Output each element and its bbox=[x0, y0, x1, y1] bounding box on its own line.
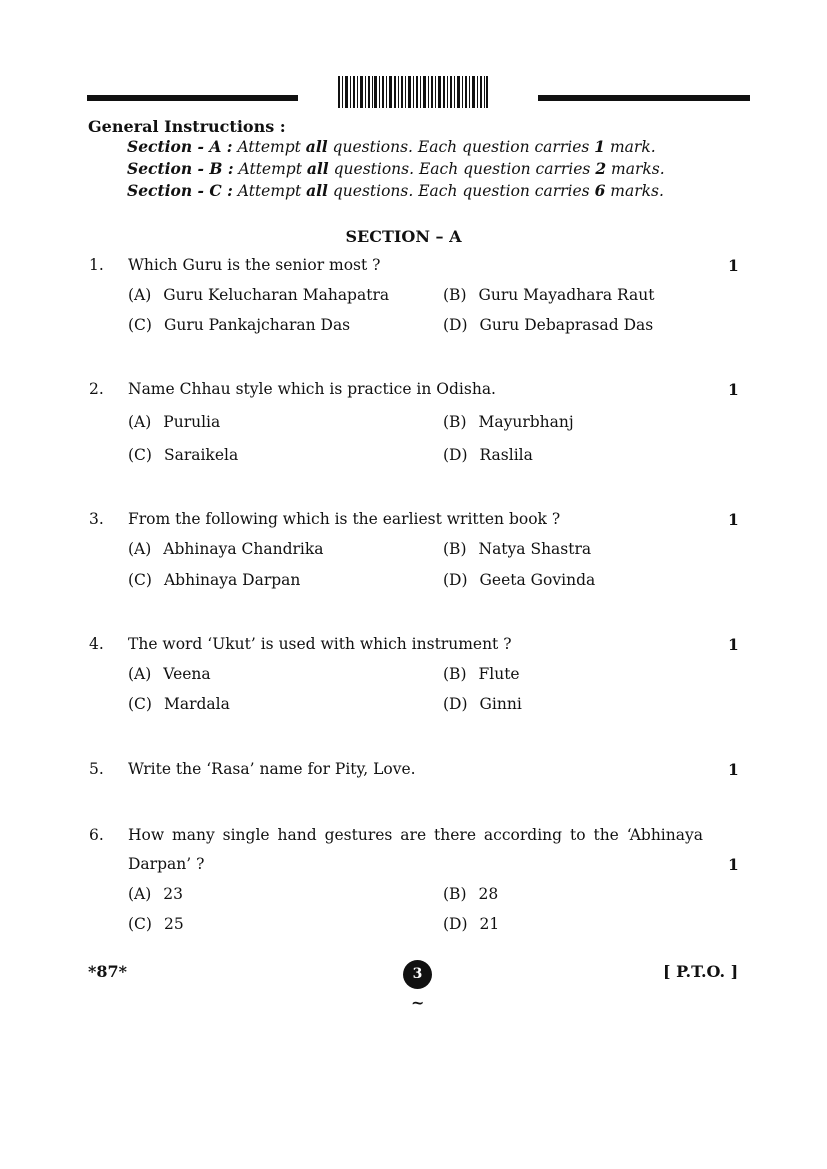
option-label: (D) bbox=[443, 571, 468, 589]
instruction-text: questions. Each question carries bbox=[328, 160, 596, 178]
header-rule-left bbox=[87, 95, 298, 101]
option-text: Saraikela bbox=[163, 446, 239, 464]
option-label: (D) bbox=[443, 915, 468, 933]
option-label: (D) bbox=[443, 316, 468, 334]
instruction-line-section-b bbox=[127, 159, 665, 178]
instruction-emphasis: all bbox=[306, 181, 328, 200]
option-label: (C) bbox=[128, 446, 152, 464]
option-c bbox=[128, 446, 238, 464]
instruction-unit: mark. bbox=[605, 138, 656, 156]
question-number: 5. bbox=[89, 760, 104, 778]
question-text-line-1: How many single hand gestures are there according to the ‘Abhinaya bbox=[128, 826, 703, 844]
option-text: 23 bbox=[163, 885, 184, 903]
option-label: (A) bbox=[128, 413, 152, 431]
question-number: 4. bbox=[89, 635, 104, 653]
instruction-label: Section - A : bbox=[127, 137, 233, 156]
question-number: 1. bbox=[89, 256, 104, 274]
option-text: Guru Debaprasad Das bbox=[479, 316, 654, 334]
option-a bbox=[128, 413, 220, 431]
question-text: Which Guru is the senior most ? bbox=[128, 256, 381, 274]
instruction-emphasis: all bbox=[305, 137, 328, 156]
instruction-emphasis: all bbox=[306, 159, 329, 178]
pto-label: [ P.T.O. ] bbox=[663, 962, 739, 981]
instruction-label: Section - B : bbox=[127, 159, 234, 178]
barcode-image bbox=[338, 76, 488, 108]
option-c bbox=[128, 915, 184, 933]
option-label: (C) bbox=[128, 571, 152, 589]
instruction-text: Attempt bbox=[233, 160, 307, 178]
option-label: (A) bbox=[128, 665, 152, 683]
option-label: (B) bbox=[443, 540, 467, 558]
option-d bbox=[443, 915, 499, 933]
option-text: Guru Mayadhara Raut bbox=[478, 286, 655, 304]
question-marks: 1 bbox=[728, 510, 739, 529]
instruction-text: questions. Each question carries bbox=[327, 138, 595, 156]
option-text: Natya Shastra bbox=[478, 540, 592, 558]
option-d bbox=[443, 316, 653, 334]
option-label: (B) bbox=[443, 665, 467, 683]
option-c bbox=[128, 695, 230, 713]
option-text: Flute bbox=[478, 665, 520, 683]
option-text: Veena bbox=[163, 665, 211, 683]
option-a bbox=[128, 286, 389, 304]
option-a bbox=[128, 540, 324, 558]
option-b bbox=[443, 413, 574, 431]
option-label: (A) bbox=[128, 885, 152, 903]
option-text: Guru Kelucharan Mahapatra bbox=[163, 286, 390, 304]
instruction-line-section-c bbox=[127, 181, 664, 200]
question-text-line-2: Darpan’ ? bbox=[128, 855, 205, 873]
option-text: Ginni bbox=[479, 695, 522, 713]
option-label: (A) bbox=[128, 286, 152, 304]
question-number: 3. bbox=[89, 510, 104, 528]
option-b bbox=[443, 286, 655, 304]
option-label: (C) bbox=[128, 316, 152, 334]
question-text: Write the ‘Rasa’ name for Pity, Love. bbox=[128, 760, 416, 778]
option-text: 28 bbox=[478, 885, 499, 903]
option-text: Guru Pankajcharan Das bbox=[163, 316, 351, 334]
option-text: Abhinaya Chandrika bbox=[163, 540, 324, 558]
option-b bbox=[443, 885, 498, 903]
option-label: (C) bbox=[128, 915, 152, 933]
instruction-marks: 2 bbox=[595, 159, 607, 178]
option-text: Geeta Govinda bbox=[479, 571, 596, 589]
option-text: Abhinaya Darpan bbox=[163, 571, 301, 589]
instruction-text: Attempt bbox=[232, 138, 306, 156]
question-marks: 1 bbox=[728, 635, 739, 654]
instruction-marks: 1 bbox=[594, 137, 606, 156]
option-label: (A) bbox=[128, 540, 152, 558]
question-text: From the following which is the earliest written book ? bbox=[128, 510, 561, 528]
option-text: 21 bbox=[479, 915, 500, 933]
option-text: Raslila bbox=[479, 446, 533, 464]
option-text: Purulia bbox=[163, 413, 221, 431]
instruction-marks: 6 bbox=[594, 181, 606, 200]
option-text: 25 bbox=[163, 915, 184, 933]
question-marks: 1 bbox=[728, 760, 739, 779]
option-b bbox=[443, 665, 520, 683]
question-text: Name Chhau style which is practice in Odisha. bbox=[128, 380, 496, 398]
question-number: 6. bbox=[89, 826, 104, 844]
option-c bbox=[128, 571, 300, 589]
option-c bbox=[128, 316, 350, 334]
instructions-title: General Instructions : bbox=[88, 117, 286, 136]
instruction-line-section-a bbox=[127, 137, 656, 156]
option-text: Mayurbhanj bbox=[478, 413, 574, 431]
option-label: (C) bbox=[128, 695, 152, 713]
instruction-text: Attempt bbox=[232, 182, 307, 200]
header-rule-right bbox=[538, 95, 750, 101]
question-number: 2. bbox=[89, 380, 104, 398]
option-d bbox=[443, 446, 533, 464]
question-marks: 1 bbox=[728, 380, 739, 399]
page-number: 3 bbox=[403, 960, 432, 989]
option-a bbox=[128, 885, 183, 903]
instruction-label: Section - C : bbox=[127, 181, 233, 200]
option-label: (B) bbox=[443, 413, 467, 431]
option-a bbox=[128, 665, 211, 683]
option-d bbox=[443, 571, 595, 589]
question-marks: 1 bbox=[728, 256, 739, 275]
option-label: (D) bbox=[443, 446, 468, 464]
option-label: (D) bbox=[443, 695, 468, 713]
option-label: (B) bbox=[443, 286, 467, 304]
option-text: Mardala bbox=[163, 695, 230, 713]
question-marks: 1 bbox=[728, 855, 739, 874]
instruction-unit: marks. bbox=[605, 182, 664, 200]
option-d bbox=[443, 695, 522, 713]
option-b bbox=[443, 540, 591, 558]
section-title: SECTION – A bbox=[345, 227, 462, 246]
tilde-mark: ~ bbox=[411, 993, 425, 1012]
paper-code: *87* bbox=[88, 962, 127, 981]
instruction-text: questions. Each question carries bbox=[327, 182, 595, 200]
option-label: (B) bbox=[443, 885, 467, 903]
instruction-unit: marks. bbox=[606, 160, 665, 178]
question-text: The word ‘Ukut’ is used with which instrument ? bbox=[128, 635, 512, 653]
